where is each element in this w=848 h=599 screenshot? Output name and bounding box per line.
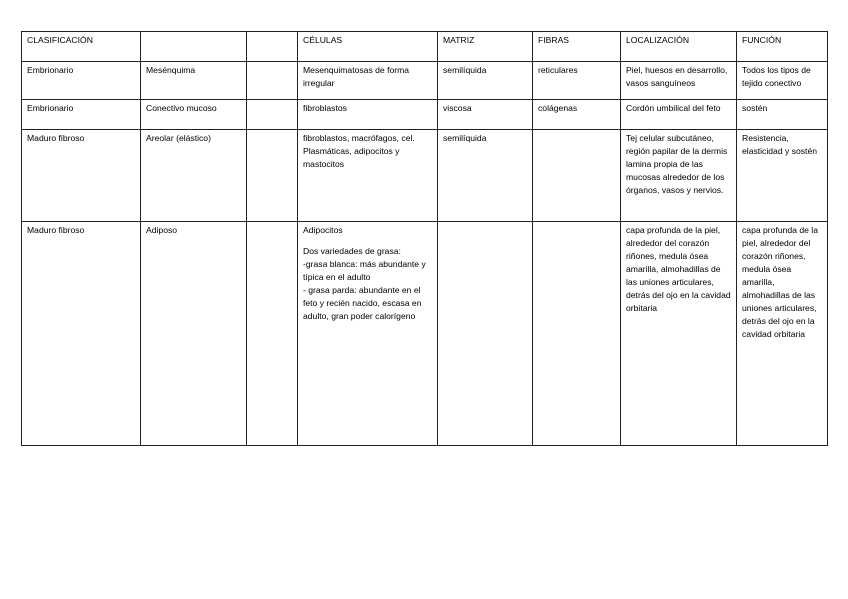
cell-tipo: Conectivo mucoso	[141, 100, 247, 130]
header-cell: CÉLULAS	[298, 32, 438, 62]
cell-clasificacion: Embrionario	[22, 100, 141, 130]
celulas-line: fibroblastos, macrófagos, cel. Plasmáticas, adipocitos y mastocitos	[303, 133, 415, 169]
cell-localizacion: capa profunda de la piel, alrededor del corazón riñones, medula ósea amarilla, almohadillas de las uniones articulares, detrás del ojo en la cavidad orbitaria	[621, 222, 737, 446]
celulas-line: - grasa parda: abundante en el feto y recién nacido, escasa en adulto, gran poder calorígeno	[303, 285, 422, 321]
cell-empty	[247, 100, 298, 130]
paragraph-gap	[303, 237, 432, 245]
header-cell: CLASIFICACIÓN	[22, 32, 141, 62]
cell-tipo: Areolar (elástico)	[141, 130, 247, 222]
cell-funcion: sostén	[737, 100, 828, 130]
table-row	[22, 130, 828, 222]
table-row	[22, 100, 828, 130]
cell-celulas	[298, 100, 438, 130]
cell-clasificacion: Maduro fibroso	[22, 130, 141, 222]
celulas-line: Adipocitos	[303, 225, 343, 235]
cell-clasificacion: Maduro fibroso	[22, 222, 141, 446]
header-cell: FIBRAS	[533, 32, 621, 62]
cell-fibras: reticulares	[533, 62, 621, 100]
cell-fibras	[533, 130, 621, 222]
celulas-line: Mesenquimatosas de forma irregular	[303, 65, 410, 88]
celulas-line: -grasa blanca: más abundante y típica en el adulto	[303, 259, 426, 282]
celulas-line: fibroblastos	[303, 103, 347, 113]
header-cell	[141, 32, 247, 62]
cell-matriz: semilíquida	[438, 62, 533, 100]
cell-fibras	[533, 222, 621, 446]
cell-tipo: Mesénquima	[141, 62, 247, 100]
table-row	[22, 222, 828, 446]
cell-funcion: Resistencia, elasticidad y sostén	[737, 130, 828, 222]
cell-clasificacion: Embrionario	[22, 62, 141, 100]
cell-localizacion: Cordón umbilical del feto	[621, 100, 737, 130]
table-row	[22, 62, 828, 100]
celulas-line: Dos variedades de grasa:	[303, 246, 401, 256]
cell-localizacion: Piel, huesos en desarrollo, vasos sanguíneos	[621, 62, 737, 100]
cell-tipo: Adiposo	[141, 222, 247, 446]
cell-matriz	[438, 222, 533, 446]
cell-matriz: semilíquida	[438, 130, 533, 222]
tissue-classification-table	[21, 31, 828, 446]
cell-funcion: capa profunda de la piel, alrededor del corazón riñones, medula ósea amarilla, almohadillas de las uniones articulares, detrás del ojo en la cavidad orbitaria	[737, 222, 828, 446]
header-cell: LOCALIZACIÓN	[621, 32, 737, 62]
cell-empty	[247, 130, 298, 222]
cell-funcion: Todos los tipos de tejido conectivo	[737, 62, 828, 100]
cell-matriz: viscosa	[438, 100, 533, 130]
table-header-row	[22, 32, 828, 62]
header-cell: MATRIZ	[438, 32, 533, 62]
cell-celulas	[298, 222, 438, 446]
cell-celulas	[298, 130, 438, 222]
cell-empty	[247, 222, 298, 446]
cell-fibras: colágenas	[533, 100, 621, 130]
header-cell: FUNCIÓN	[737, 32, 828, 62]
cell-empty	[247, 62, 298, 100]
cell-localizacion: Tej celular subcutáneo, región papilar de la dermis lamina propia de las mucosas alrededor de los órganos, vasos y nervios.	[621, 130, 737, 222]
header-cell	[247, 32, 298, 62]
cell-celulas	[298, 62, 438, 100]
